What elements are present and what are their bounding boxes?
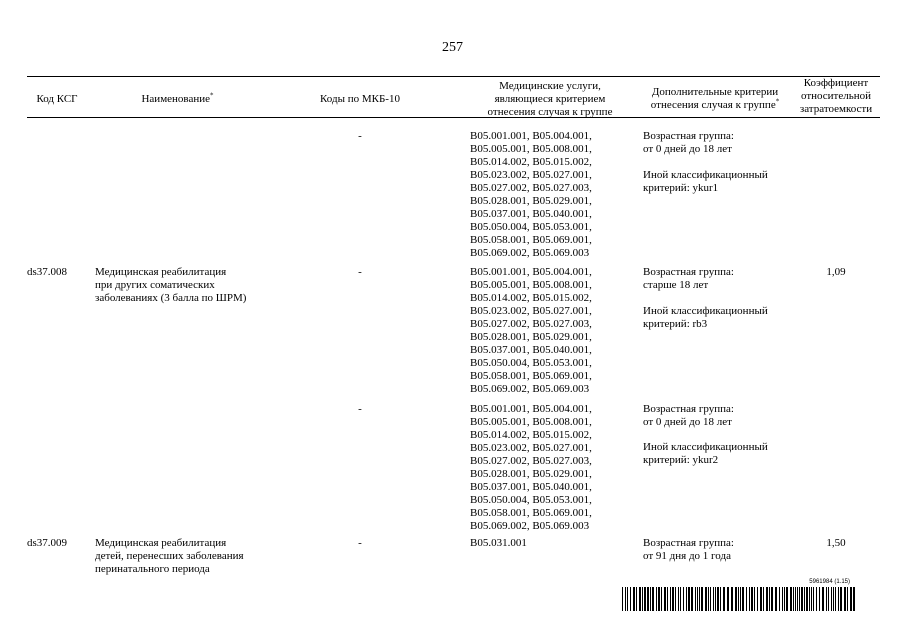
- barcode-bar: [749, 587, 750, 611]
- header-top-rule: [27, 76, 880, 77]
- barcode-bar: [642, 587, 643, 611]
- header-name: [95, 93, 260, 106]
- row-1-coefficient: 1,09: [826, 266, 846, 278]
- row-2-criteria-age: Возрастная группа: от 0 дней до 18 лет: [643, 403, 734, 428]
- barcode-bar: [757, 587, 758, 611]
- barcode-bar: [691, 587, 693, 611]
- barcode-bar: [779, 587, 780, 611]
- barcode-bar: [658, 587, 660, 611]
- barcode-bar: [705, 587, 707, 611]
- barcode-bar: [667, 587, 668, 611]
- barcode-bar: [853, 587, 855, 611]
- barcode-bar: [847, 587, 848, 611]
- barcode-bar: [795, 587, 796, 611]
- barcode-bar: [625, 587, 626, 611]
- row-0-criteria-other: Иной классификационный критерий: ykur1: [643, 169, 768, 194]
- barcode-bar: [647, 587, 649, 611]
- barcode-bar: [775, 587, 777, 611]
- header-mkb: Коды по МКБ-10: [320, 93, 400, 105]
- barcode-bar: [723, 587, 725, 611]
- barcode-bar: [656, 587, 657, 611]
- header-coefficient: Коэффициент относительной затратоемкости: [799, 77, 873, 115]
- row-3-services: B05.031.001: [470, 537, 527, 549]
- row-3-criteria-age: Возрастная группа: от 91 дня до 1 года: [643, 537, 734, 562]
- barcode-bar: [675, 587, 676, 611]
- barcode-number: 5961984 (1.15): [809, 579, 850, 585]
- row-2-services: B05.001.001, B05.004.001, B05.005.001, B05.008.001, B05.014.002, B05.015.002, B05.023.002, B05.027.001, B05.027.002, B05.027.003, B05.028.001, B05.029.001, B05.037.001, B05.040.001, B05.050.004, B05.053.001, B05.058.001, B05.069.001, B05.069.002, B05.069.003: [470, 403, 592, 532]
- header-services: Медицинские услуги, являющиеся критерием отнесения случая к группе: [487, 80, 613, 118]
- barcode-bar: [715, 587, 716, 611]
- barcode-bar: [652, 587, 654, 611]
- barcode-bar: [661, 587, 662, 611]
- header-name-label: Наименование: [141, 93, 211, 105]
- barcode-bar: [636, 587, 637, 611]
- barcode-bar: [622, 587, 623, 611]
- barcode-bar: [760, 587, 762, 611]
- row-1-code: ds37.008: [27, 266, 68, 278]
- header-name-footnote-mark: *: [210, 91, 214, 100]
- barcode-bar: [833, 587, 834, 611]
- barcode-bar: [701, 587, 703, 611]
- barcode-bar: [708, 587, 709, 611]
- page-number: 257: [442, 40, 463, 55]
- barcode-bar: [727, 587, 729, 611]
- barcode-bar: [738, 587, 739, 611]
- barcode-bar: [838, 587, 839, 611]
- barcode-bar: [717, 587, 719, 611]
- barcode-bar: [844, 587, 846, 611]
- row-2-criteria-other: Иной классификационный критерий: ykur2: [643, 441, 768, 466]
- barcode-bar: [678, 587, 679, 611]
- barcode-bar: [746, 587, 747, 611]
- barcode-bar: [806, 587, 808, 611]
- barcode-bar: [686, 587, 687, 611]
- barcode-bar: [769, 587, 770, 611]
- header-code: Код КСГ: [36, 93, 78, 105]
- header-criteria: [640, 86, 790, 112]
- row-0-mkb: -: [358, 130, 362, 142]
- barcode-bar: [822, 587, 824, 611]
- barcode-bar: [742, 587, 744, 611]
- barcode-bar: [811, 587, 812, 611]
- barcode-bar: [826, 587, 827, 611]
- barcode-bar: [801, 587, 803, 611]
- barcode-bar: [763, 587, 764, 611]
- row-0-services: B05.001.001, B05.004.001, B05.005.001, B05.008.001, B05.014.002, B05.015.002, B05.023.002, B05.027.001, B05.027.002, B05.027.003, B05.028.001, B05.029.001, B05.037.001, B05.040.001, B05.050.004, B05.053.001, B05.058.001, B05.069.001, B05.069.002, B05.069.003: [470, 130, 592, 259]
- barcode-bar: [630, 587, 631, 611]
- row-3-name: Медицинская реабилитация детей, перенесших заболевания перинатального периода: [95, 537, 244, 575]
- barcode: [622, 587, 857, 611]
- barcode-bar: [754, 587, 755, 611]
- barcode-bar: [819, 587, 820, 611]
- header-bottom-rule: [27, 117, 880, 118]
- barcode-bar: [786, 587, 788, 611]
- barcode-bar: [809, 587, 810, 611]
- barcode-bar: [850, 587, 852, 611]
- barcode-bar: [782, 587, 783, 611]
- barcode-bar: [731, 587, 733, 611]
- barcode-bar: [735, 587, 737, 611]
- barcode-bar: [816, 587, 817, 611]
- barcode-bar: [697, 587, 698, 611]
- row-3-coefficient: 1,50: [826, 537, 846, 549]
- barcode-bar: [683, 587, 684, 611]
- barcode-bar: [784, 587, 785, 611]
- barcode-bar: [720, 587, 721, 611]
- barcode-bar: [672, 587, 674, 611]
- barcode-bar: [710, 587, 711, 611]
- barcode-bar: [688, 587, 690, 611]
- barcode-bar: [751, 587, 753, 611]
- barcode-bar: [766, 587, 768, 611]
- barcode-bar: [695, 587, 696, 611]
- barcode-bar: [771, 587, 773, 611]
- barcode-bar: [670, 587, 671, 611]
- row-1-mkb: -: [358, 266, 362, 278]
- row-1-criteria-age: Возрастная группа: старше 18 лет: [643, 266, 734, 291]
- barcode-bar: [797, 587, 798, 611]
- barcode-bar: [831, 587, 832, 611]
- barcode-bar: [627, 587, 628, 611]
- row-0-criteria-age: Возрастная группа: от 0 дней до 18 лет: [643, 130, 734, 155]
- barcode-bar: [793, 587, 794, 611]
- row-3-mkb: -: [358, 537, 362, 549]
- barcode-bar: [828, 587, 829, 611]
- barcode-bar: [840, 587, 842, 611]
- barcode-bar: [790, 587, 792, 611]
- header-criteria-footnote-mark: *: [775, 97, 780, 106]
- barcode-bar: [639, 587, 641, 611]
- row-2-mkb: -: [358, 403, 362, 415]
- barcode-bar: [664, 587, 666, 611]
- barcode-bar: [713, 587, 714, 611]
- barcode-bar: [799, 587, 800, 611]
- barcode-bar: [813, 587, 814, 611]
- barcode-bar: [699, 587, 700, 611]
- header-criteria-label: Дополнительные критерии отнесения случая к группе: [650, 86, 779, 111]
- barcode-bar: [680, 587, 681, 611]
- barcode-bar: [650, 587, 651, 611]
- barcode-bar: [633, 587, 635, 611]
- barcode-bar: [740, 587, 741, 611]
- row-1-services: B05.001.001, B05.004.001, B05.005.001, B05.008.001, B05.014.002, B05.015.002, B05.023.002, B05.027.001, B05.027.002, B05.027.003, B05.028.001, B05.029.001, B05.037.001, B05.040.001, B05.050.004, B05.053.001, B05.058.001, B05.069.001, B05.069.002, B05.069.003: [470, 266, 592, 395]
- row-3-code: ds37.009: [27, 537, 68, 549]
- row-1-name: Медицинская реабилитация при других соматических заболеваниях (3 балла по ШРМ): [95, 266, 247, 304]
- barcode-bar: [644, 587, 646, 611]
- barcode-bar: [804, 587, 805, 611]
- row-1-criteria-other: Иной классификационный критерий: rb3: [643, 305, 768, 330]
- barcode-bar: [835, 587, 836, 611]
